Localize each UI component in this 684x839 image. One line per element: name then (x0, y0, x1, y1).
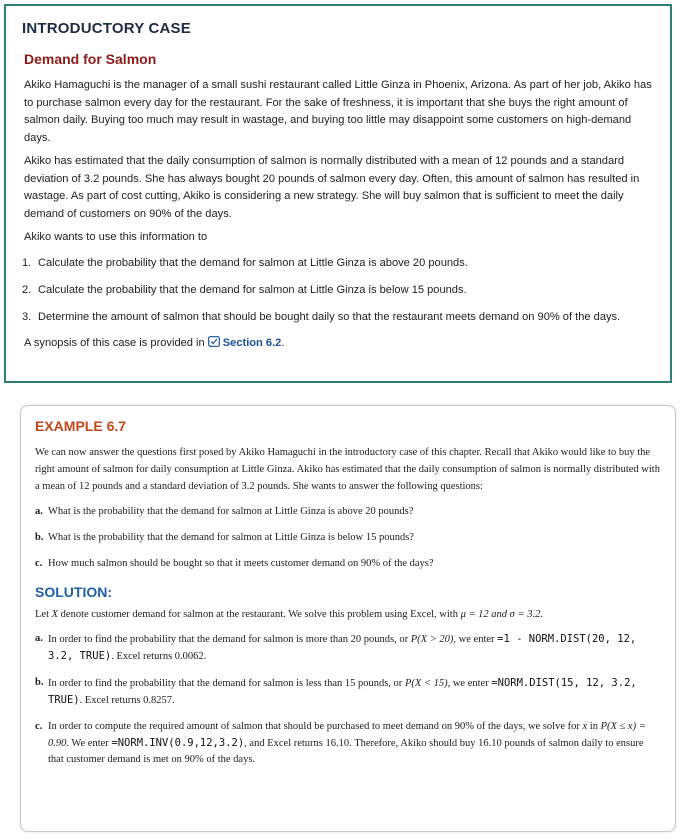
example-title: EXAMPLE 6.7 (35, 418, 127, 434)
example-intro: We can now answer the questions first posed by Akiko Hamaguchi in the introductory case of this chapter. Recall that Akiko would like to buy the right amount of salmon for daily consumption at Little Ginza. Akiko has estimated that the daily consumption of salmon is normally distributed with a mean of 12 pounds and a standard deviation of 3.2 pounds. She wants to answer the following questions: (35, 447, 660, 493)
question-text: What is the probability that the demand for salmon at Little Ginza is above 20 pounds? (48, 505, 414, 517)
introductory-case-box (4, 4, 672, 383)
case-paragraph-2: Akiko has estimated that the daily consumption of salmon is normally distributed with a mean of 12 pounds and a standard deviation of 3.2 pounds. She has always bought 20 pounds of salmon every day. Often, this amount of salmon has resulted in wastage. As part of cost cutting, Akiko is considering a new strategy. She will buy salmon that is sufficient to meet the daily demand of customers on 90% of the days. (24, 155, 640, 220)
synopsis-text: A synopsis of this case is provided in (24, 336, 208, 349)
math-expression: P(X ≤ x) = 0.90 (48, 720, 646, 749)
solution-label: a. (35, 632, 43, 644)
synopsis-end: . (281, 336, 285, 349)
list-item (22, 309, 654, 326)
solution-c (35, 719, 661, 768)
question-label: c. (35, 557, 43, 569)
excel-formula: =NORM.DIST(15, 12, 3.2, TRUE) (48, 676, 637, 706)
example-question-c (35, 556, 661, 572)
question-label: b. (35, 531, 44, 543)
math-expression: P(X > 20) (410, 633, 454, 645)
book-icon (208, 336, 220, 347)
solution-b (35, 675, 661, 709)
case-task-list (22, 255, 654, 326)
case-paragraph-1: Akiko Hamaguchi is the manager of a small sushi restaurant called Little Ginza in Phoenix, Arizona. As part of her job, Akiko has to purchase salmon every day for the restaurant. For the sake of freshness, it is important that she buys the right amount of salmon daily. Buying too much may result in wastage, and buying too little may disappoint some customers on high-demand days. (24, 79, 652, 144)
question-label: a. (35, 505, 43, 517)
case-label: INTRODUCTORY CASE (22, 20, 191, 37)
list-item (22, 255, 654, 272)
solution-intro-text: denote customer demand for salmon at the restaurant. We solve this problem using Excel, with (58, 608, 461, 620)
excel-formula: =1 - NORM.DIST(20, 12, 3.2, TRUE) (48, 632, 637, 662)
excel-formula: =NORM.INV(0.9,12,3.2) (111, 736, 245, 749)
solution-variable: X (51, 608, 59, 620)
list-text: Calculate the probability that the demand for salmon at Little Ginza is above 20 pounds. (38, 256, 468, 269)
example-question-a (35, 504, 661, 520)
math-expression: P(X < 15) (404, 677, 448, 689)
solution-intro (35, 606, 661, 623)
solution-params: μ = 12 and σ = 3.2. (460, 608, 543, 620)
example-question-b (35, 530, 661, 546)
solution-label: b. (35, 676, 44, 688)
section-link-label[interactable]: Section 6.2 (222, 336, 282, 349)
question-text: How much salmon should be bought so that it meets customer demand on 90% of the days? (48, 557, 434, 569)
list-text: Calculate the probability that the demand for salmon at Little Ginza is below 15 pounds. (38, 283, 467, 296)
list-number: 2. (22, 283, 32, 296)
solution-a (35, 631, 661, 665)
list-item (22, 282, 654, 299)
synopsis-line (24, 336, 654, 349)
list-text: Determine the amount of salmon that should be bought daily so that the restaurant meets demand on 90% of the days. (38, 310, 621, 323)
solution-intro-text: Let (35, 608, 52, 620)
list-number: 1. (22, 256, 32, 269)
section-link[interactable] (208, 336, 285, 349)
solution-text: In order to find the probability that the demand for salmon is less than 15 pounds, or P(X < 15), we enter =NORM.DIST(15, 12, 3.2, TRUE). Excel returns 0.8257. (48, 676, 637, 706)
solution-text: In order to find the probability that the demand for salmon is more than 20 pounds, or P(X > 20), we enter =1 - NORM.DIST(20, 12, 3.2, TRUE). Excel returns 0.0062. (48, 632, 637, 662)
list-number: 3. (22, 310, 32, 323)
example-box (20, 405, 676, 832)
case-paragraph-3: Akiko wants to use this information to (24, 231, 208, 243)
question-text: What is the probability that the demand for salmon at Little Ginza is below 15 pounds? (48, 531, 414, 543)
solution-title: SOLUTION: (35, 583, 112, 600)
solution-label: c. (35, 720, 43, 732)
solution-text: In order to compute the required amount of salmon that should be purchased to meet demand on 90% of the days, we solve for x in P(X ≤ x) = 0.90. We enter =NORM.INV(0.9,12,3.2), and Excel returns 16.10. Therefore, Akiko should buy 16.10 pounds of salmon daily to ensure that customer demand is met on 90% of the days. (48, 720, 646, 765)
math-variable: x (582, 720, 588, 732)
case-title: Demand for Salmon (24, 51, 157, 67)
